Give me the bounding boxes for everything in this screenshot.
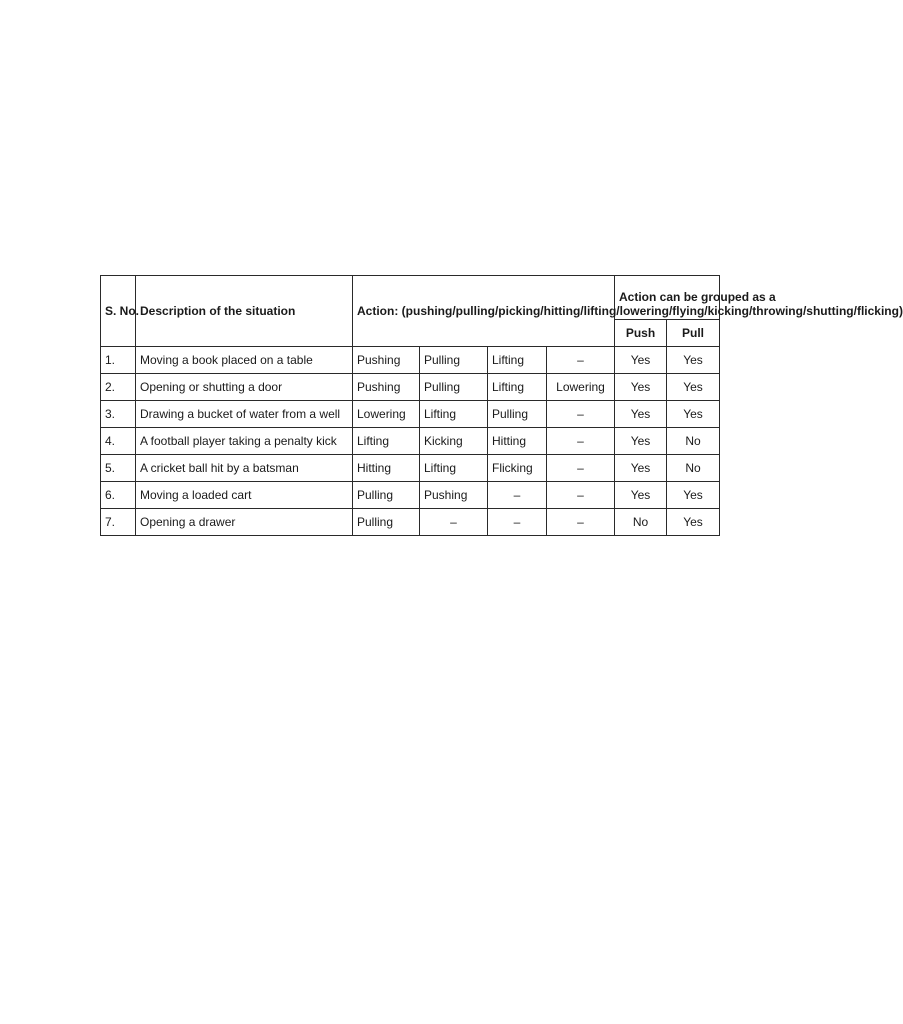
cell-sno: 6. bbox=[101, 482, 136, 509]
cell-action-4: – bbox=[547, 509, 615, 536]
cell-action-1: Lowering bbox=[353, 401, 420, 428]
cell-action-1: Pushing bbox=[353, 374, 420, 401]
cell-action-2: Kicking bbox=[420, 428, 488, 455]
cell-action-4: – bbox=[547, 455, 615, 482]
cell-push: Yes bbox=[615, 374, 667, 401]
cell-action-1: Pulling bbox=[353, 509, 420, 536]
cell-pull: Yes bbox=[667, 482, 720, 509]
cell-action-4: Lowering bbox=[547, 374, 615, 401]
cell-action-1: Pushing bbox=[353, 347, 420, 374]
cell-action-3: Lifting bbox=[488, 347, 547, 374]
table-row bbox=[101, 428, 720, 455]
cell-sno: 1. bbox=[101, 347, 136, 374]
cell-action-3: Hitting bbox=[488, 428, 547, 455]
header-pull: Pull bbox=[667, 320, 720, 347]
table-row bbox=[101, 374, 720, 401]
cell-sno: 2. bbox=[101, 374, 136, 401]
cell-action-2: Lifting bbox=[420, 455, 488, 482]
cell-pull: Yes bbox=[667, 347, 720, 374]
cell-action-4: – bbox=[547, 482, 615, 509]
cell-pull: No bbox=[667, 428, 720, 455]
cell-sno: 3. bbox=[101, 401, 136, 428]
cell-action-3: Pulling bbox=[488, 401, 547, 428]
cell-pull: Yes bbox=[667, 401, 720, 428]
cell-push: Yes bbox=[615, 401, 667, 428]
cell-description: Opening or shutting a door bbox=[136, 374, 353, 401]
cell-action-2: Pushing bbox=[420, 482, 488, 509]
header-sno: S. No. bbox=[101, 276, 136, 347]
cell-description: Moving a loaded cart bbox=[136, 482, 353, 509]
cell-action-4: – bbox=[547, 347, 615, 374]
cell-action-3: – bbox=[488, 509, 547, 536]
cell-push: Yes bbox=[615, 455, 667, 482]
header-push: Push bbox=[615, 320, 667, 347]
forces-table bbox=[100, 275, 903, 536]
cell-description: Drawing a bucket of water from a well bbox=[136, 401, 353, 428]
cell-push: Yes bbox=[615, 482, 667, 509]
table-body bbox=[101, 347, 720, 536]
header-action: Action: (pushing/pulling/picking/hitting/lifting/lowering/flying/kicking/throwing/shutting/flicking) bbox=[353, 276, 615, 347]
table-row bbox=[101, 401, 720, 428]
cell-action-3: – bbox=[488, 482, 547, 509]
table-row bbox=[101, 482, 720, 509]
cell-sno: 4. bbox=[101, 428, 136, 455]
cell-action-2: Pulling bbox=[420, 374, 488, 401]
cell-description: Opening a drawer bbox=[136, 509, 353, 536]
cell-push: Yes bbox=[615, 428, 667, 455]
cell-pull: Yes bbox=[667, 374, 720, 401]
cell-sno: 7. bbox=[101, 509, 136, 536]
cell-action-2: – bbox=[420, 509, 488, 536]
cell-action-4: – bbox=[547, 401, 615, 428]
cell-pull: Yes bbox=[667, 509, 720, 536]
cell-push: Yes bbox=[615, 347, 667, 374]
cell-description: A cricket ball hit by a batsman bbox=[136, 455, 353, 482]
cell-pull: No bbox=[667, 455, 720, 482]
table-header bbox=[101, 276, 903, 347]
cell-action-1: Pulling bbox=[353, 482, 420, 509]
header-description: Description of the situation bbox=[136, 276, 353, 347]
cell-action-1: Hitting bbox=[353, 455, 420, 482]
cell-description: Moving a book placed on a table bbox=[136, 347, 353, 374]
cell-description: A football player taking a penalty kick bbox=[136, 428, 353, 455]
cell-action-2: Lifting bbox=[420, 401, 488, 428]
cell-action-3: Flicking bbox=[488, 455, 547, 482]
table-row bbox=[101, 455, 720, 482]
table-row bbox=[101, 347, 720, 374]
header-group: Action can be grouped as a bbox=[615, 276, 720, 320]
cell-action-1: Lifting bbox=[353, 428, 420, 455]
table-row bbox=[101, 509, 720, 536]
cell-sno: 5. bbox=[101, 455, 136, 482]
cell-action-4: – bbox=[547, 428, 615, 455]
cell-action-2: Pulling bbox=[420, 347, 488, 374]
cell-push: No bbox=[615, 509, 667, 536]
cell-action-3: Lifting bbox=[488, 374, 547, 401]
